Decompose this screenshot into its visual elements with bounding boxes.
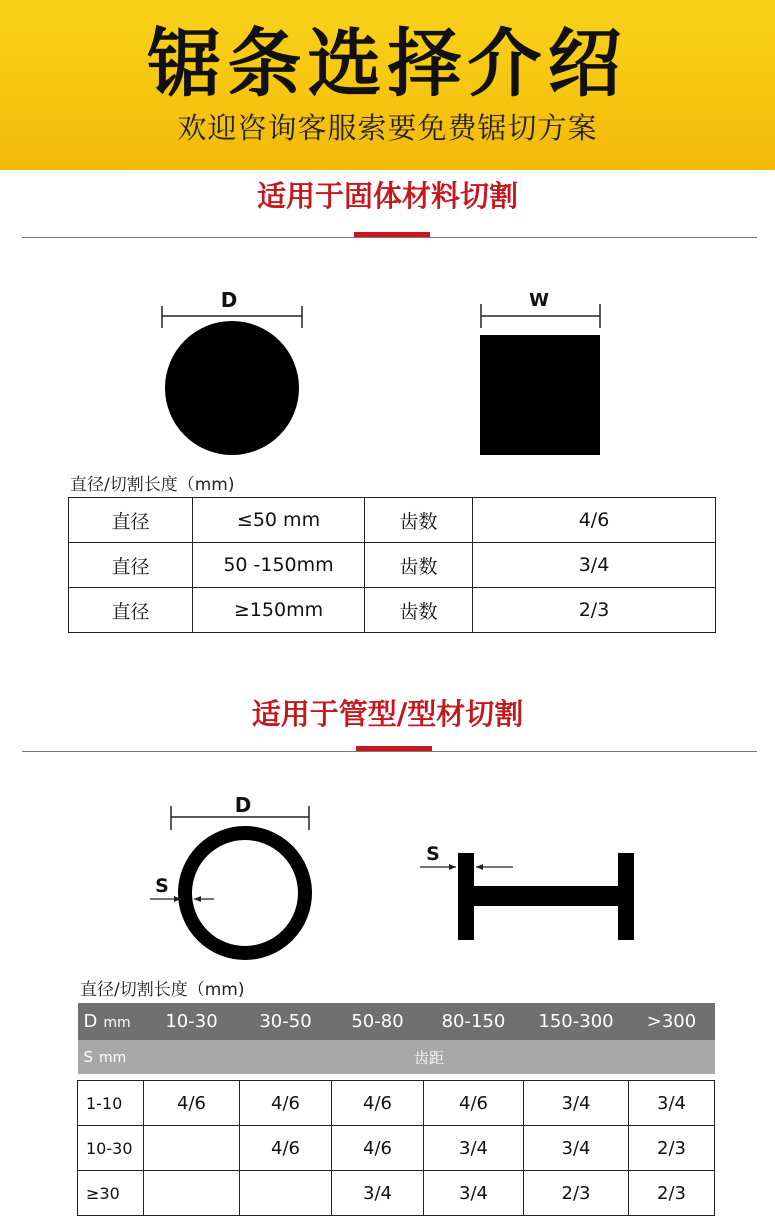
table-row xyxy=(78,1171,715,1216)
table-cell: 3/4 xyxy=(524,1126,629,1171)
teeth-label: 齿数 xyxy=(365,498,473,543)
table-cell: 4/6 xyxy=(240,1081,332,1126)
column-header: >300 xyxy=(629,1003,715,1040)
section-title-tube: 适用于管型/型材切割 xyxy=(251,697,524,731)
row-label: 直径 xyxy=(69,543,193,588)
table-row xyxy=(78,1081,715,1126)
tube-shape xyxy=(185,833,305,953)
teeth-value: 2/3 xyxy=(473,588,716,633)
table-cell: 3/4 xyxy=(629,1081,715,1126)
row-label: 10-30 xyxy=(78,1126,144,1171)
tube-diagram xyxy=(150,793,309,953)
d-header-label: D xyxy=(83,1011,98,1032)
row-label: 直径 xyxy=(69,498,193,543)
table-header-row xyxy=(78,1003,715,1040)
column-header: 80-150 xyxy=(424,1003,524,1040)
diameter-range: ≤50 mm xyxy=(193,498,365,543)
s-header-unit: mm xyxy=(99,1050,127,1066)
table-cell: 3/4 xyxy=(524,1081,629,1126)
table-cell: 3/4 xyxy=(424,1126,524,1171)
square-w-label: W xyxy=(529,290,549,311)
tube-pitch-table xyxy=(77,1003,715,1216)
table-cell: 2/3 xyxy=(629,1171,715,1216)
table-cell: 4/6 xyxy=(144,1081,240,1126)
table-cell: 4/6 xyxy=(332,1126,424,1171)
beam-flange-right xyxy=(618,853,634,940)
column-header: 150-300 xyxy=(524,1003,629,1040)
teeth-value: 3/4 xyxy=(473,543,716,588)
table-cell xyxy=(240,1171,332,1216)
table-cell: 4/6 xyxy=(332,1081,424,1126)
table-cell xyxy=(144,1171,240,1216)
beam-s-label: S xyxy=(426,843,440,865)
table-cell: 2/3 xyxy=(629,1126,715,1171)
diameter-range: 50 -150mm xyxy=(193,543,365,588)
table-cell: 2/3 xyxy=(524,1171,629,1216)
diameter-range: ≥150mm xyxy=(193,588,365,633)
table-cell: 3/4 xyxy=(332,1171,424,1216)
teeth-label: 齿数 xyxy=(365,543,473,588)
beam-diagram xyxy=(420,843,634,940)
tube-d-label: D xyxy=(234,793,252,817)
column-header: 30-50 xyxy=(240,1003,332,1040)
teeth-label: 齿数 xyxy=(365,588,473,633)
table-row xyxy=(78,1126,715,1171)
s-header-cell xyxy=(78,1040,144,1074)
round-d-label: D xyxy=(220,288,238,312)
table-cell: 3/4 xyxy=(424,1171,524,1216)
d-header-cell xyxy=(78,1003,144,1040)
page-subtitle: 欢迎咨询客服索要免费锯切方案 xyxy=(177,111,598,145)
tube-s-label: S xyxy=(155,875,169,897)
beam-web xyxy=(474,886,618,906)
teeth-value: 4/6 xyxy=(473,498,716,543)
column-header: 50-80 xyxy=(332,1003,424,1040)
table-caption-tube: 直径/切割长度（mm) xyxy=(80,980,245,1000)
column-header: 10-30 xyxy=(144,1003,240,1040)
row-label: 1-10 xyxy=(78,1081,144,1126)
beam-flange-left xyxy=(458,853,474,940)
row-label: 直径 xyxy=(69,588,193,633)
table-cell: 4/6 xyxy=(240,1126,332,1171)
section-title-solid: 适用于固体材料切割 xyxy=(256,179,518,213)
s-header-label: S xyxy=(83,1048,94,1066)
table-subheader-row xyxy=(78,1040,715,1074)
row-label: ≥30 xyxy=(78,1171,144,1216)
d-header-unit: mm xyxy=(103,1015,131,1031)
table-cell: 4/6 xyxy=(424,1081,524,1126)
table-cell xyxy=(144,1126,240,1171)
pitch-header: 齿距 xyxy=(144,1040,715,1074)
table-caption-solid: 直径/切割长度（mm) xyxy=(70,475,235,495)
page-title: 锯条选择介绍 xyxy=(147,21,628,107)
